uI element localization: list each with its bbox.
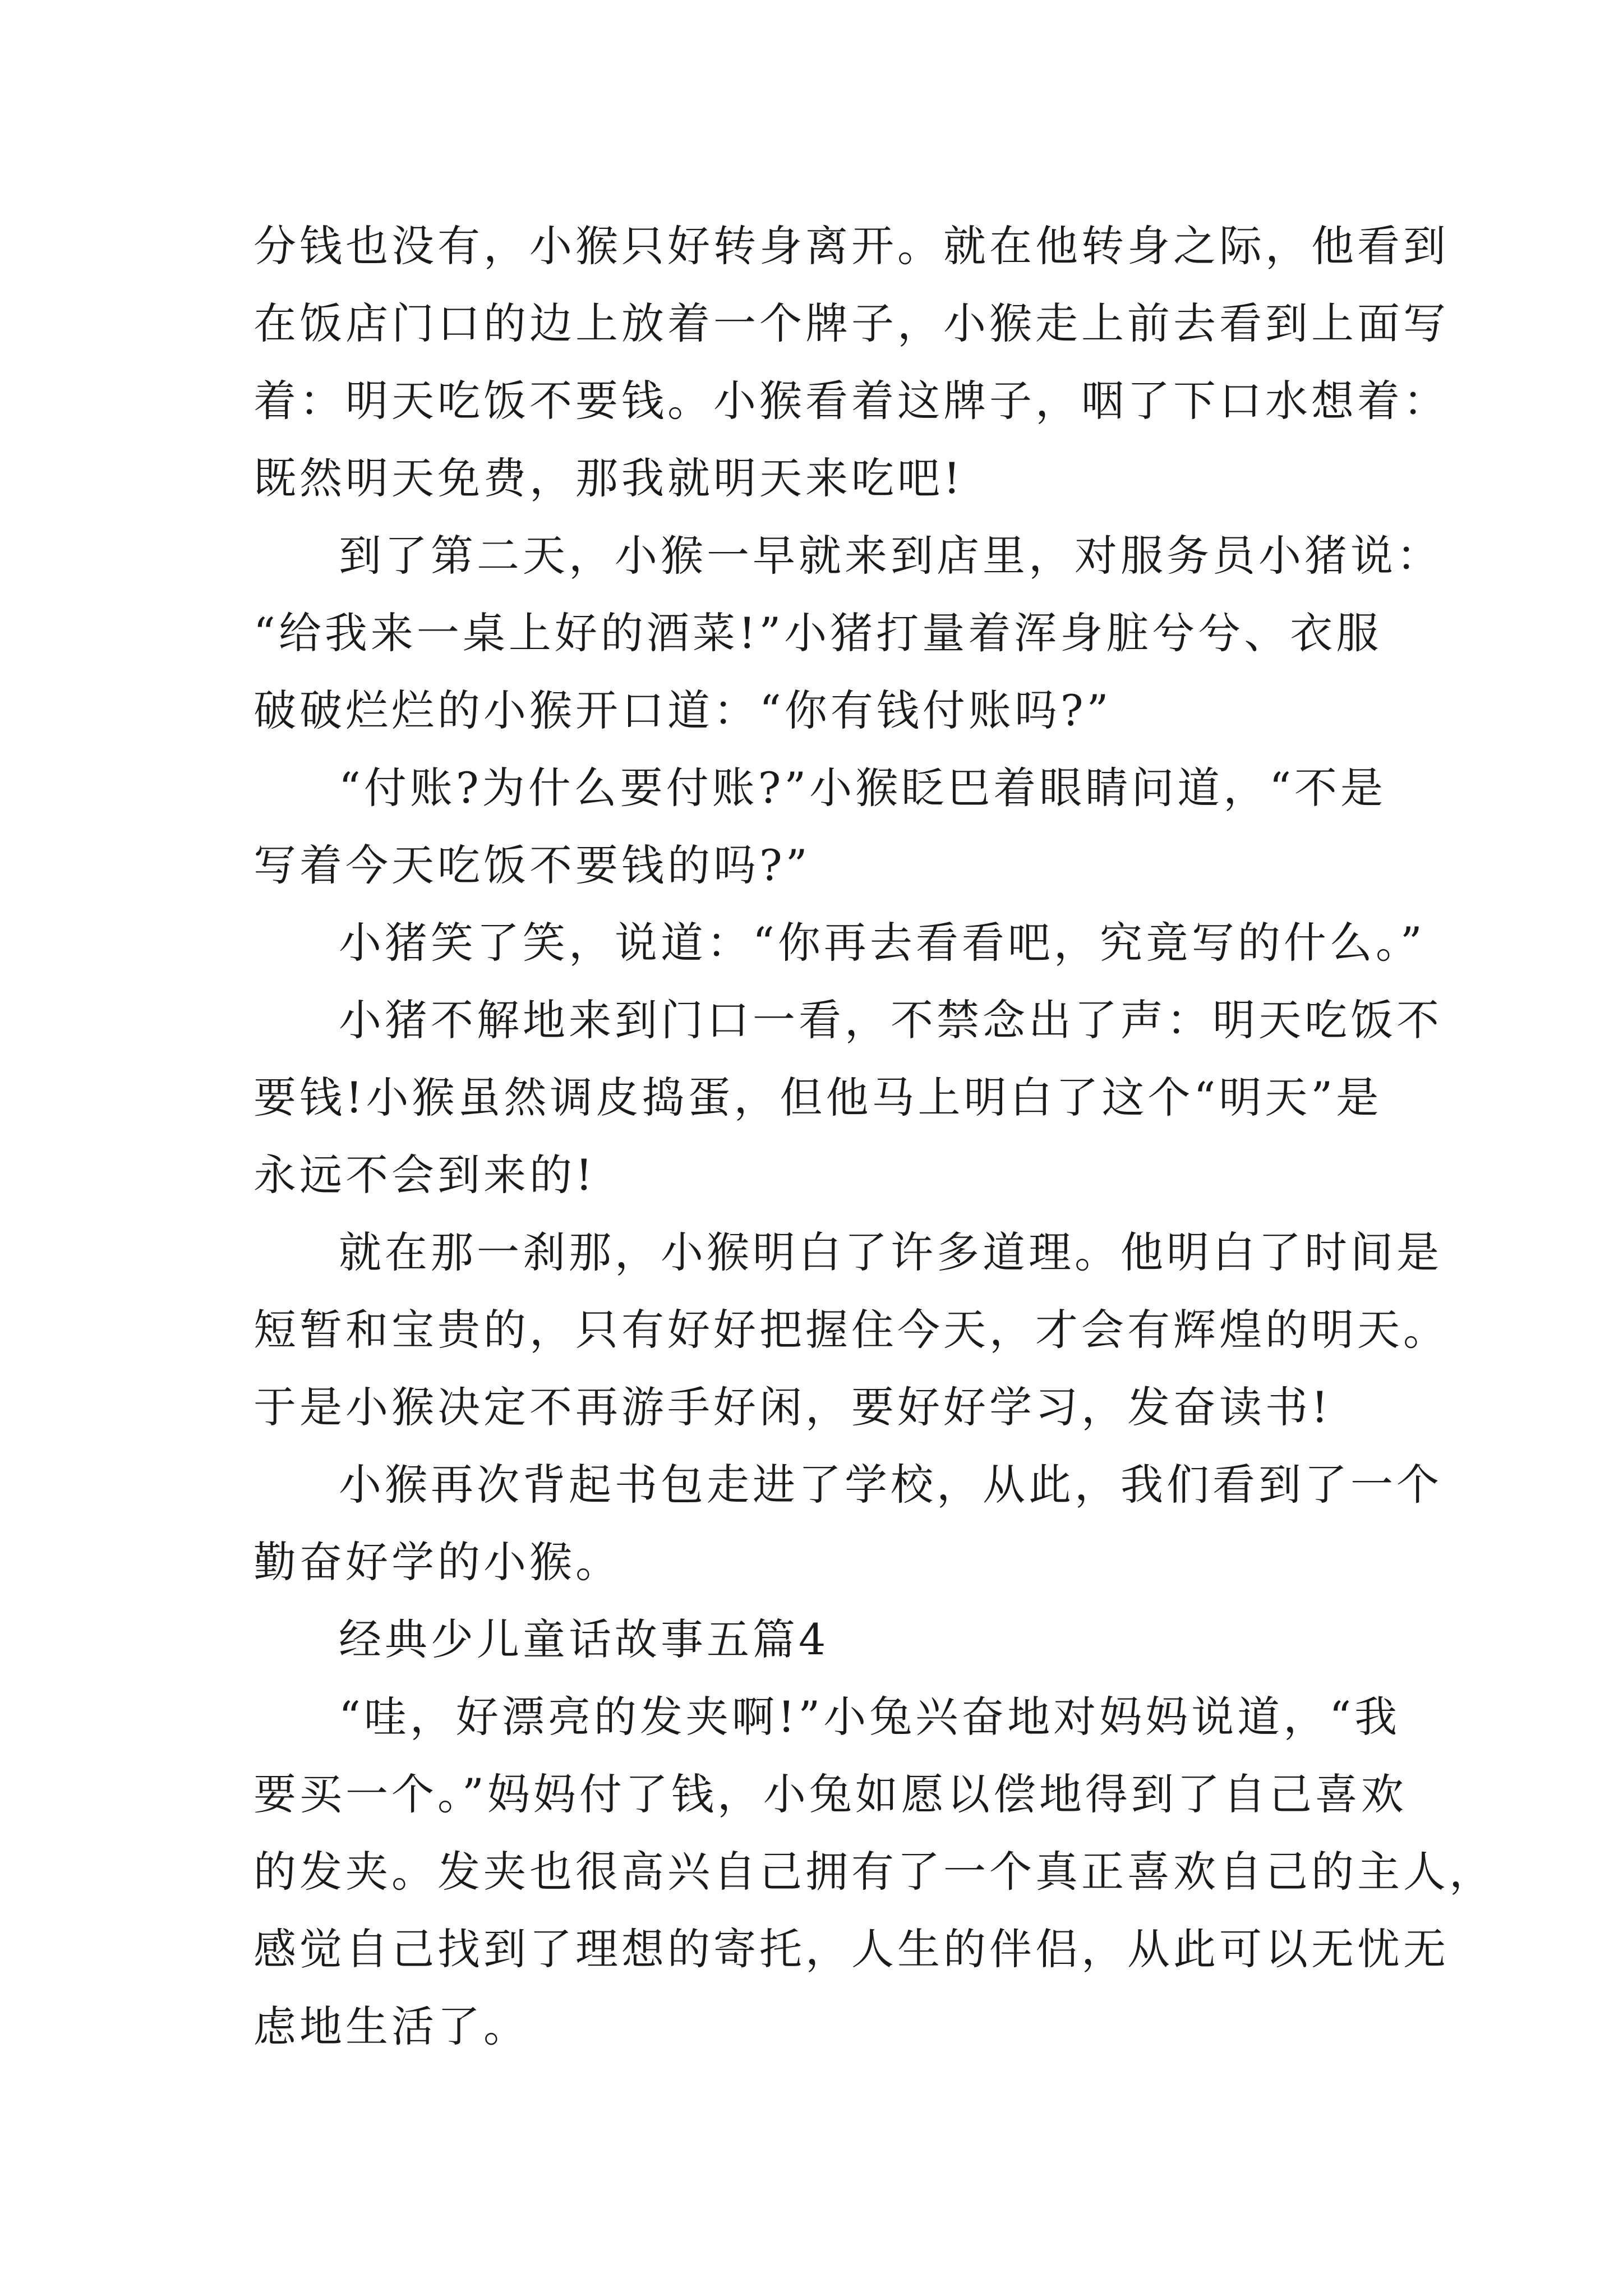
section-heading: 经典少儿童话故事五篇4 — [339, 1614, 829, 1664]
paragraph-start-line: 就在那一刹那，小猴明白了许多道理。他明白了时间是 — [339, 1227, 1442, 1277]
text-line: 破破烂烂的小猴开口道：“你有钱付账吗?” — [253, 685, 1112, 735]
text-line: 着：明天吃饭不要钱。小猴看着这牌子，咽了下口水想着： — [253, 376, 1449, 426]
text-line: 于是小猴决定不再游手好闲，要好好学习，发奋读书! — [253, 1382, 1332, 1432]
text-line: “给我来一桌上好的酒菜!”小猪打量着浑身脏兮兮、衣服 — [253, 608, 1382, 658]
paragraph-start-line: 小猪不解地来到门口一看，不禁念出了声：明天吃饭不 — [339, 995, 1442, 1045]
text-line: 既然明天免费，那我就明天来吃吧! — [253, 453, 964, 503]
text-line: 分钱也没有，小猴只好转身离开。就在他转身之际，他看到 — [253, 221, 1449, 271]
body-text — [253, 208, 1495, 2065]
paragraph-start-line: “付账?为什么要付账?”小猴眨巴着眼睛问道，“不是 — [339, 763, 1387, 813]
paragraph-start-line: 小猪笑了笑，说道：“你再去看看吧，究竟写的什么。” — [339, 918, 1426, 968]
paragraph-start-line: 到了第二天，小猴一早就来到店里，对服务员小猪说： — [339, 531, 1442, 581]
text-line: 感觉自己找到了理想的寄托，人生的伴侣，从此可以无忧无 — [253, 1924, 1449, 1974]
paragraph-start-line: 小猴再次背起书包走进了学校，从此，我们看到了一个 — [339, 1460, 1442, 1510]
text-line: 永远不会到来的! — [253, 1150, 596, 1200]
text-line: 勤奋好学的小猴。 — [253, 1537, 621, 1587]
text-line: 的发夹。发夹也很高兴自己拥有了一个真正喜欢自己的主人， — [253, 1847, 1495, 1897]
paragraph-start-line: “哇，好漂亮的发夹啊!”小兔兴奋地对妈妈说道，“我 — [339, 1692, 1401, 1742]
text-line: 虑地生活了。 — [253, 2001, 529, 2051]
text-line: 要钱!小猴虽然调皮捣蛋，但他马上明白了这个“明天”是 — [253, 1073, 1382, 1122]
text-line: 要买一个。”妈妈付了钱，小兔如愿以偿地得到了自己喜欢 — [253, 1769, 1407, 1819]
text-line: 短暂和宝贵的，只有好好把握住今天，才会有辉煌的明天。 — [253, 1305, 1449, 1355]
text-line: 写着今天吃饭不要钱的吗?” — [253, 840, 811, 890]
text-line: 在饭店门口的边上放着一个牌子，小猴走上前去看到上面写 — [253, 298, 1449, 348]
